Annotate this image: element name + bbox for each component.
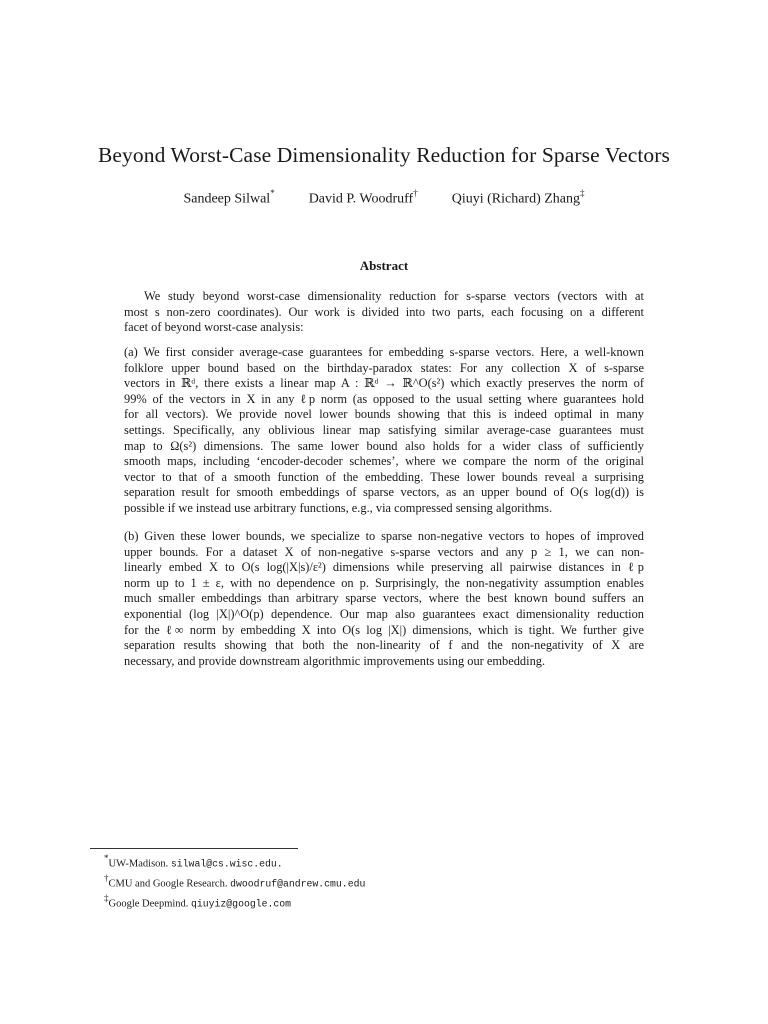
abstract-intro	[124, 289, 644, 336]
email-link[interactable]: silwal@cs.wisc.edu.	[170, 858, 283, 870]
author: Qiuyi (Richard) Zhang‡	[451, 188, 585, 207]
paper-title: Beyond Worst-Case Dimensionality Reduction for Sparse Vectors	[97, 143, 671, 167]
abstract-line: norm up to 1 ± ε, with no dependence on p. Surprisingly, the non-negativity assumption enables	[124, 575, 644, 590]
abstract-line: for all vectors). We provide novel lower bounds showing that this is indeed optimal in many	[124, 407, 644, 422]
abstract-line: possible if we instead use arbitrary functions, e.g., via compressed sensing algorithms.	[124, 500, 553, 515]
abstract-line: necessary, and provide downstream algorithmic improvements using our embedding.	[124, 653, 546, 668]
abstract-line: (b) Given these lower bounds, we specialize to sparse non-negative vectors to hopes of improved	[124, 529, 644, 543]
abstract-line: for the ℓ∞ norm by embedding X into O(s log |X|) dimensions, which is tight. We further give	[124, 622, 644, 637]
abstract-line: settings. Specifically, any oblivious linear map satisfying similar average-case guarantees must	[124, 422, 644, 437]
abstract-line: vectors in ℝᵈ, there exists a linear map A : ℝᵈ → ℝ^O(s²) which exactly preserves the norm of	[124, 376, 644, 391]
abstract-line: 99% of the vectors in X in any ℓp norm (as opposed to the usual setting where guarantees hold	[124, 391, 644, 406]
author: David P. Woodruff†	[308, 188, 418, 207]
abstract-line: map to Ω(s²) dimensions. The same lower bound also holds for a wider class of sufficiently	[124, 438, 644, 453]
footnote: ‡Google Deepmind. qiuyiz@google.com	[104, 892, 291, 910]
abstract-line: exponential (log |X|)^O(p) dependence. Our map also guarantees exact dimensionality reduction	[124, 606, 644, 621]
abstract-part-b	[124, 529, 644, 669]
abstract-line: smooth maps, including ‘encoder-decoder schemes’, where we compare the norm of the original	[124, 454, 644, 469]
footnote: *UW-Madison. silwal@cs.wisc.edu.	[104, 853, 283, 870]
abstract-line: much smaller embeddings than arbitrary sparse vectors, where the best known bound suffers an	[124, 591, 644, 606]
author-list	[0, 189, 768, 208]
abstract-heading: Abstract	[359, 258, 409, 273]
footnotes	[104, 852, 365, 912]
footnote: †CMU and Google Research. dwoodruf@andrew.cmu.edu	[104, 872, 366, 890]
abstract-line: folklore upper bound based on the birthday-paradox states: For any collection X of s-sparse	[124, 360, 644, 375]
abstract-line: separation result for smooth embeddings of sparse vectors, as an upper bound of O(s log(d)) is	[124, 485, 644, 500]
author: Sandeep Silwal*	[183, 188, 275, 207]
abstract-line: facet of beyond worst-case analysis:	[124, 320, 304, 335]
abstract-line: separation results showing that both the non-linearity of f and the non-negativity of X are	[124, 638, 644, 653]
abstract-line: vector to that of a smooth function of the embedding. These lower bounds reveal a surprising	[124, 469, 644, 484]
abstract-line: We study beyond worst-case dimensionality reduction for s-sparse vectors (vectors with at	[144, 289, 644, 303]
abstract-part-a	[124, 345, 644, 517]
email-link[interactable]: qiuyiz@google.com	[191, 898, 291, 910]
abstract-line: upper bounds. For a dataset X of non-negative s-sparse vectors and any p ≥ 1, we can non-	[124, 544, 644, 559]
abstract-line: (a) We first consider average-case guarantees for embedding s-sparse vectors. Here, a well-known	[124, 345, 644, 359]
footnote-rule	[90, 848, 298, 849]
email-link[interactable]: dwoodruf@andrew.cmu.edu	[230, 878, 366, 890]
abstract-line: linearly embed X to O(s log(|X|s)/ε²) dimensions while preserving all pairwise distances in ℓp	[124, 560, 644, 575]
abstract-line: most s non-zero coordinates). Our work is divided into two parts, each focusing on a different	[124, 304, 644, 319]
